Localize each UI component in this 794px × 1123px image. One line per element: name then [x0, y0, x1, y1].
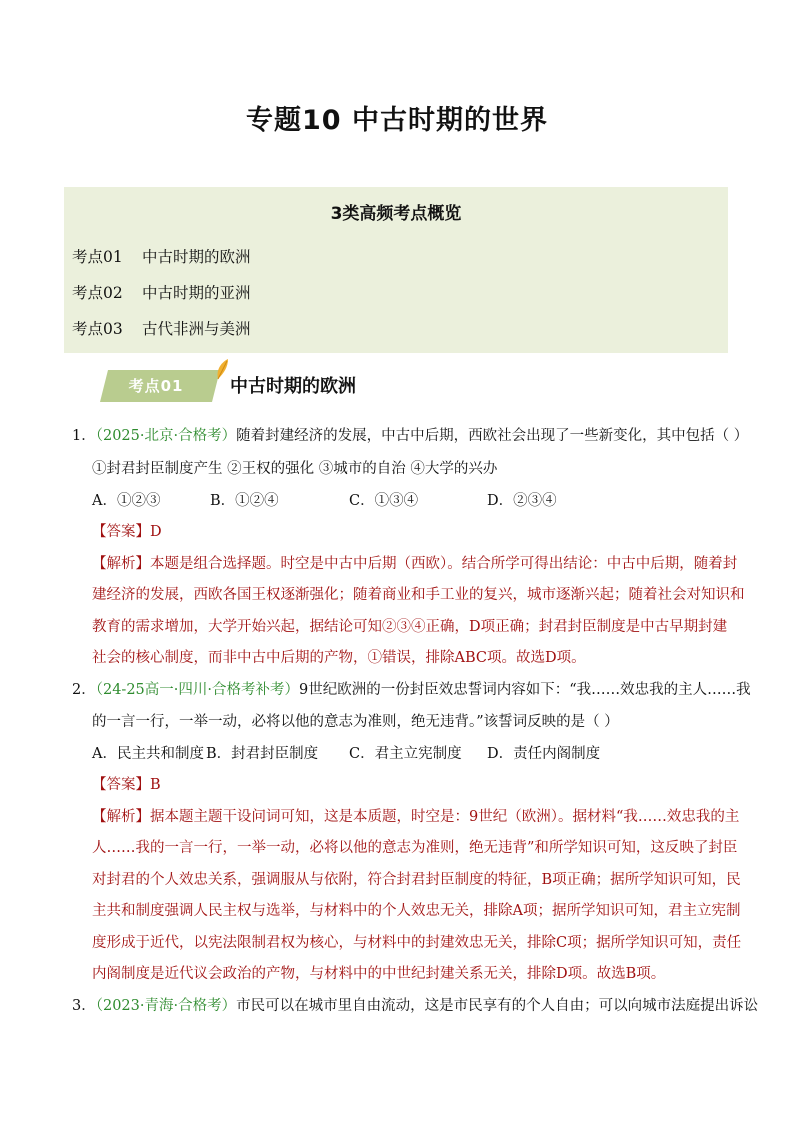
question-text: 随着封建经济的发展，中古中后期，西欧社会出现了一些新变化，其中包括（ ）	[236, 428, 749, 444]
question-1-items: ①封君封臣制度产生 ②王权的强化 ③城市的自治 ④大学的兴办	[92, 461, 498, 477]
question-text: 市民可以在城市里自由流动，这是市民享有的个人自由；可以向城市法庭提出诉讼	[236, 998, 759, 1014]
overview-item	[72, 281, 251, 303]
option-d: D．②③④	[487, 493, 557, 509]
question-source: （24-25高一·四川·合格考补考）	[95, 682, 300, 698]
analysis-label: 【解析】	[92, 556, 150, 572]
question-source: （2023·青海·合格考）	[95, 998, 237, 1014]
leaf-icon	[212, 357, 232, 381]
overview-item-code: 考点02	[72, 284, 123, 302]
analysis-line: 社会的核心制度，而非中古中后期的产物，①错误，排除ABC项。故选D项。	[92, 650, 586, 666]
section-title: 中古时期的欧洲	[230, 376, 356, 397]
overview-item-code: 考点03	[72, 320, 123, 338]
question-1-analysis	[92, 552, 737, 573]
question-3-stem	[72, 994, 758, 1015]
question-source: （2025·北京·合格考）	[95, 428, 237, 444]
question-1-stem	[72, 424, 748, 445]
question-2-stem-cont: 的一言一行，一举一动，必将以他的意志为准则，绝无违背。”该誓词反映的是（ ）	[92, 714, 619, 730]
question-number: 3．	[72, 998, 96, 1014]
section-badge: 考点01	[128, 377, 184, 395]
option-b: B．①②④	[210, 493, 279, 509]
option-b: B．封君封臣制度	[206, 746, 319, 762]
overview-item-text: 中古时期的欧洲	[142, 248, 251, 266]
overview-item	[72, 245, 251, 267]
analysis-line: 据本题主题干设问词可知，这是本质题，时空是：9世纪（欧洲）。据材料“我……效忠我的主	[150, 809, 740, 825]
question-2-answer	[92, 773, 161, 794]
page-title: 专题10 中古时期的世界	[246, 105, 548, 136]
question-number: 2．	[72, 682, 96, 698]
answer-value: B	[150, 777, 161, 793]
analysis-line: 建经济的发展，西欧各国王权逐渐强化；随着商业和手工业的复兴，城市逐渐兴起；随着社会对知识和	[92, 587, 745, 603]
answer-label: 【答案】	[92, 777, 150, 793]
overview-box	[64, 187, 728, 353]
analysis-line: 本题是组合选择题。时空是中古中后期（西欧）。结合所学可得出结论：中古中后期，随着封	[150, 556, 738, 572]
answer-label: 【答案】	[92, 524, 150, 540]
overview-item-code: 考点01	[72, 248, 123, 266]
question-2-analysis	[92, 805, 739, 826]
overview-item-text: 古代非洲与美洲	[142, 320, 251, 338]
question-2-stem	[72, 678, 751, 699]
analysis-line: 主共和制度强调人民主权与选举，与材料中的个人效忠无关，排除A项；据所学知识可知，君主立宪制	[92, 903, 741, 919]
analysis-line: 度形成于近代，以宪法限制君权为核心，与材料中的封建效忠无关，排除C项；据所学知识可知，责任	[92, 935, 742, 951]
question-1-answer	[92, 520, 162, 541]
option-c: C．君主立宪制度	[349, 746, 462, 762]
overview-heading: 3类高频考点概览	[330, 204, 462, 224]
option-d: D．责任内阁制度	[487, 746, 601, 762]
question-number: 1．	[72, 428, 96, 444]
option-a: A．①②③	[92, 493, 161, 509]
analysis-line: 对封君的个人效忠关系，强调服从与依附，符合封君封臣制度的特征，B项正确；据所学知识可知，民	[92, 872, 741, 888]
analysis-line: 教育的需求增加，大学开始兴起，据结论可知②③④正确，D项正确；封君封臣制度是中古早期封建	[92, 619, 728, 635]
option-c: C．①③④	[349, 493, 419, 509]
analysis-label: 【解析】	[92, 809, 150, 825]
question-text: 9世纪欧洲的一份封臣效忠誓词内容如下：“我……效忠我的主人……我	[299, 682, 751, 698]
option-a: A．民主共和制度	[92, 746, 204, 762]
analysis-line: 内阁制度是近代议会政治的产物，与材料中的中世纪封建关系无关，排除D项。故选B项。	[92, 966, 666, 982]
overview-item	[72, 317, 251, 339]
analysis-line: 人……我的一言一行，一举一动，必将以他的意志为准则，绝无违背”和所学知识可知，这反映了封臣	[92, 840, 738, 856]
overview-item-text: 中古时期的亚洲	[142, 284, 251, 302]
answer-value: D	[150, 524, 162, 540]
